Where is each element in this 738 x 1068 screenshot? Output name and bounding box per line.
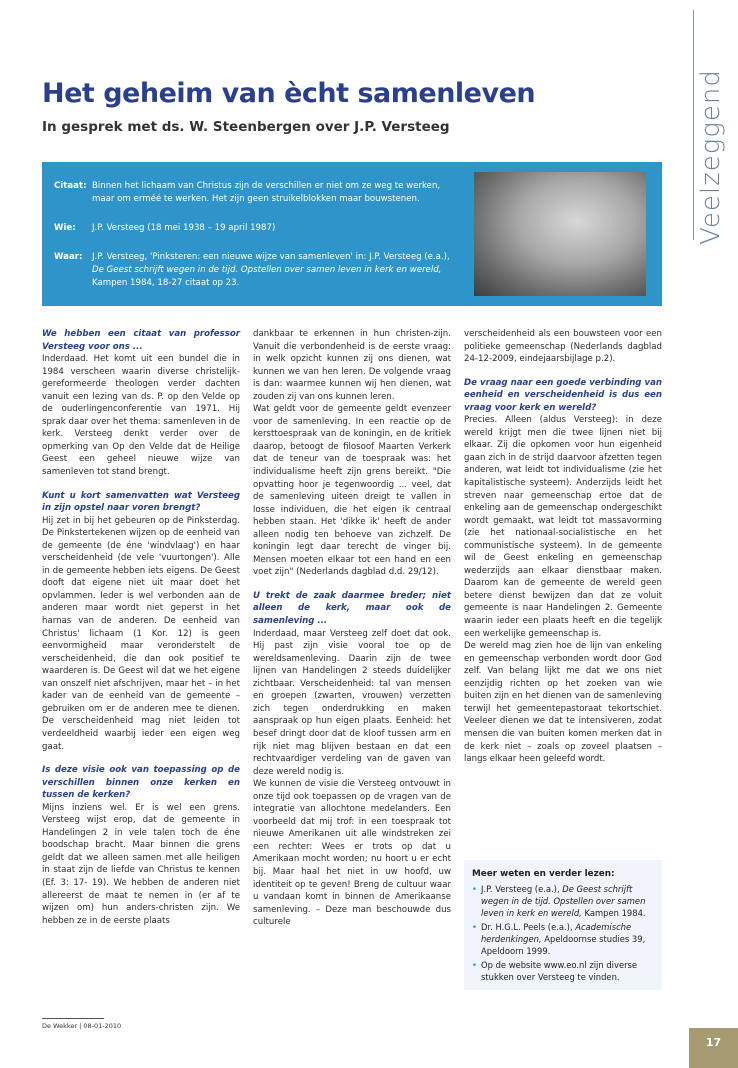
column-3 [464,328,662,766]
waar-text [92,251,464,290]
list-item [472,921,658,957]
page-number: 17 [705,1036,722,1049]
portrait-photo [474,172,646,296]
paragraph: verscheidenheid als een bouwsteen voor een politieke gemeenschap (Nederlands dagblad 24-12-2009, eindejaarsbijlage p.2). [464,329,662,365]
item-author: Dr. H.G.L. Peels (e.a.), [481,922,576,932]
column-1 [42,328,240,927]
section-tag [694,62,728,252]
item-title: Academische herdenkingen, [481,922,632,944]
list-item [472,959,658,983]
further-reading-list [472,883,658,985]
paragraph: De wereld mag zien hoe de lijn van enkeling en gemeenschap verbonden wordt door God zelf. Van belang lijkt me dat we ons niet eenzijdig richten op het zoeken van wie buiten zijn en het dienen van de samenleving terwijl het gemeentepastoraat tekortschiet. Veeleer dienen we dat te intensiveren, zodat mensen die van buiten komen merken dat in de kerk niet – zoals op zoveel plaatsen – langs elkaar heen geleefd wordt. [464,641,662,765]
footer-text: De Wekker | 08-01-2010 [42,1022,122,1030]
item-text: Op de website www.eo.nl zijn diverse stukken over Versteeg te vinden. [481,960,638,982]
item-publisher: Apeldoornse studies 39, Apeldoorn 1999. [481,934,646,956]
paragraph: Wat geldt voor de gemeente geldt evenzeer voor de samenleving. In een reactie op de kersttoespraak van de koningin, en de kritiek daarop, betoogt de filosoof Maarten Verkerk dat de teneur van de toespraak was: het individualisme heeft zijn grens bereikt. "Die opvatting hoor je tegenwoordig ... veel, dat de samenleving uiteen dreigt te vallen in losse individuen, die het eigen ik centraal hebben staan. Het 'dikke ik' heeft de ander alleen nodig ten behoeve van zichzelf. De koningin legt daar terecht de vinger bij. Mensen moeten elkaar tot een hand en een voet zijn" (Nederlands dagblad d.d. 29/12). [253,404,451,578]
answer: Precies. Alleen (aldus Versteeg): in deze wereld krijgt men die twee lijnen niet bij elkaar. Zij die opkomen voor hun eigenheid gaan zich in de strijd daarvoor afzetten tegen anderen, wat leidt tot individualisme (zie het kapitalistische systeem). Anderzijds leidt het streven naar gemeenschap ertoe dat de enkeling aan de gemeenschap ondergeschikt wordt gemaakt, wat leidt tot massavorming (zie het nationaal-socialistische en het communistische systeem). In de gemeente wil de Geest enkeling en gemeenschap wederzijds aan elkaar dienstbaar maken. Daarom kan de gemeente de wereld geen betere dienst bewijzen dan dat ze voluit gemeente is naar Handelingen 2. Gemeente waarin ieder een plaats heeft en die tegelijk een werkelijke gemeenschap is. [464,415,662,639]
page-title: Het geheim van ècht samenleven [42,78,536,109]
list-item [472,883,658,919]
answer: Hij zet in bij het gebeuren op de Pinksterdag. De Pinkstertekenen wijzen op de eenheid van de gemeente (de éne 'windvlaag') en haar verscheidenheid (de vele 'vuurtongen'). Alle in de gemeente hebben iets eigens. De Geest dooft dat eigene niet uit maar doet het opvlammen. Ieder is wel verbonden aan de anderen maar wordt niet geperst in het harnas van de anderen. De eenheid van Christus' lichaam (1 Kor. 12) is geen eenvormigheid maar veronderstelt de verscheidenheid, die dan ook positief te waarderen is. De Geest wil dat we het eigene van onszelf niet afschrijven, maar het – in het kader van de eenheid van de gemeente – gebruiken om er de anderen mee te dienen. De verscheidenheid mag niet leiden tot verdeeldheid waarbij ieder een eigen weg gaat. [42,515,240,752]
waar-book-title: De Geest schrijft wegen in de tijd. Opstellen over samen leven in kerk en wereld, [92,265,442,275]
item-author: J.P. Versteeg (e.a.), [481,884,563,894]
waar-label: Waar: [54,252,83,262]
answer: Mijns inziens wel. Er is wel een grens. Versteeg wijst erop, dat de gemeente in Handelingen 2 in vele talen toch de éne boodschap bracht. Maar binnen die grens geldt dat we alleen samen met alle heiligen in staat zijn de liefde van Christus te kennen (Ef. 3: 17- 19). We hebben de anderen niet allereerst de maat te nemen in (er af te wijzen om) hun anders-christen zijn. We hebben ze in de eerste plaats [42,802,240,926]
item-title: De Geest schrijft wegen in de tijd. Opstellen over samen leven in kerk en wereld, [481,884,646,918]
question: Is deze visie ook van toepassing op de verschillen binnen onze kerken en tussen de kerken? [42,765,240,801]
waar-source: J.P. Versteeg, 'Pinksteren: een nieuwe wijze van samenleven' in: J.P. Versteeg (e.a.), [92,252,450,262]
page-subtitle: In gesprek met ds. W. Steenbergen over J.P. Versteeg [42,119,450,135]
question: De vraag naar een goede verbinding van eenheid en verscheidenheid is dus een vraag voor kerk en wereld? [464,377,662,413]
wie-label: Wie: [54,223,76,233]
footer-rule [42,1018,104,1019]
answer: Inderdaad, maar Versteeg zelf doet dat ook. Hij past zijn visie vooral toe op de wereldsamenleving. Daarin zijn de twee lijnen van Handelingen 2 steeds duidelijker zichtbaar. Verscheidenheid: tal van mensen en groepen (zwarten, vrouwen) verzetten zich tegen onderdrukking en maken aanspraak op hun eigen plaats. Eenheid: het besef dringt door dat de kloof tussen arm en rijk niet mag blijven bestaan en dat een rechtvaardiger verdeling van de gaven van deze wereld nodig is. [253,628,451,777]
question: U trekt de zaak daarmee breder; niet alleen de kerk, maar ook de samenleving ... [253,590,451,627]
page-number-badge [689,1028,738,1068]
paragraph: dankbaar te erkennen in hun christen-zijn. Vanuit die verbondenheid is de eerste vraag: in welk opzicht kunnen zij ons dienen, wat kunnen we van hen leren. De volgende vraag is dan: waarmee kunnen wij hen dienen, wat zouden zij van ons kunnen leren. [253,329,451,402]
further-reading-box [464,860,662,990]
citaat-text: Binnen het lichaam van Christus zijn de verschillen er niet om ze weg te werken, maar om erméé te werken. Het zijn geen struikelblokken maar bouwstenen. [92,181,441,204]
citaat-label: Citaat: [54,181,87,191]
item-publisher: Kampen 1984. [581,908,646,918]
waar-place: Kampen 1984, 18-27 citaat op 23. [92,278,240,288]
wie-text: J.P. Versteeg (18 mei 1938 – 19 april 1987) [92,223,276,233]
answer: Inderdaad. Het komt uit een bundel die in 1984 verscheen waarin diverse christelijk-gereformeerde theologen verder dachten vanuit een lezing van ds. P. op den Velde op de ouderlingenconferentie van 1971. Hij sprak daar over het thema: samenleven in de kerk. Versteeg denkt verder over de opmerking van Op den Velde dat de Heilige Geest een geheel nieuwe wijze van samenleven tot stand brengt. [42,354,240,478]
further-reading-heading: Meer weten en verder lezen: [472,869,615,879]
paragraph: We kunnen de visie die Versteeg ontvouwt in onze tijd ook toepassen op de vragen van de integratie van allochtone medelanders. Een voorbeeld dat mij trof: in een toespraak tot nieuwe Amerikanen uit alle windstreken zei een rechter: Wees er trots op dat u Amerikaan mocht worden; nu hoort u er echt bij. Maar haal het niet in uw hoofd, uw identiteit op te geven! Breng de cultuur waar u vandaan komt in binnen de Amerikaanse samenleving. – Deze man beschouwde dus culturele [253,779,451,928]
question: We hebben een citaat van professor Versteeg voor ons ... [42,329,240,352]
section-tag-text: Veelzeggend [696,69,726,245]
question: Kunt u kort samenvatten wat Versteeg in zijn opstel naar voren brengt? [42,490,240,514]
column-2 [253,328,451,929]
